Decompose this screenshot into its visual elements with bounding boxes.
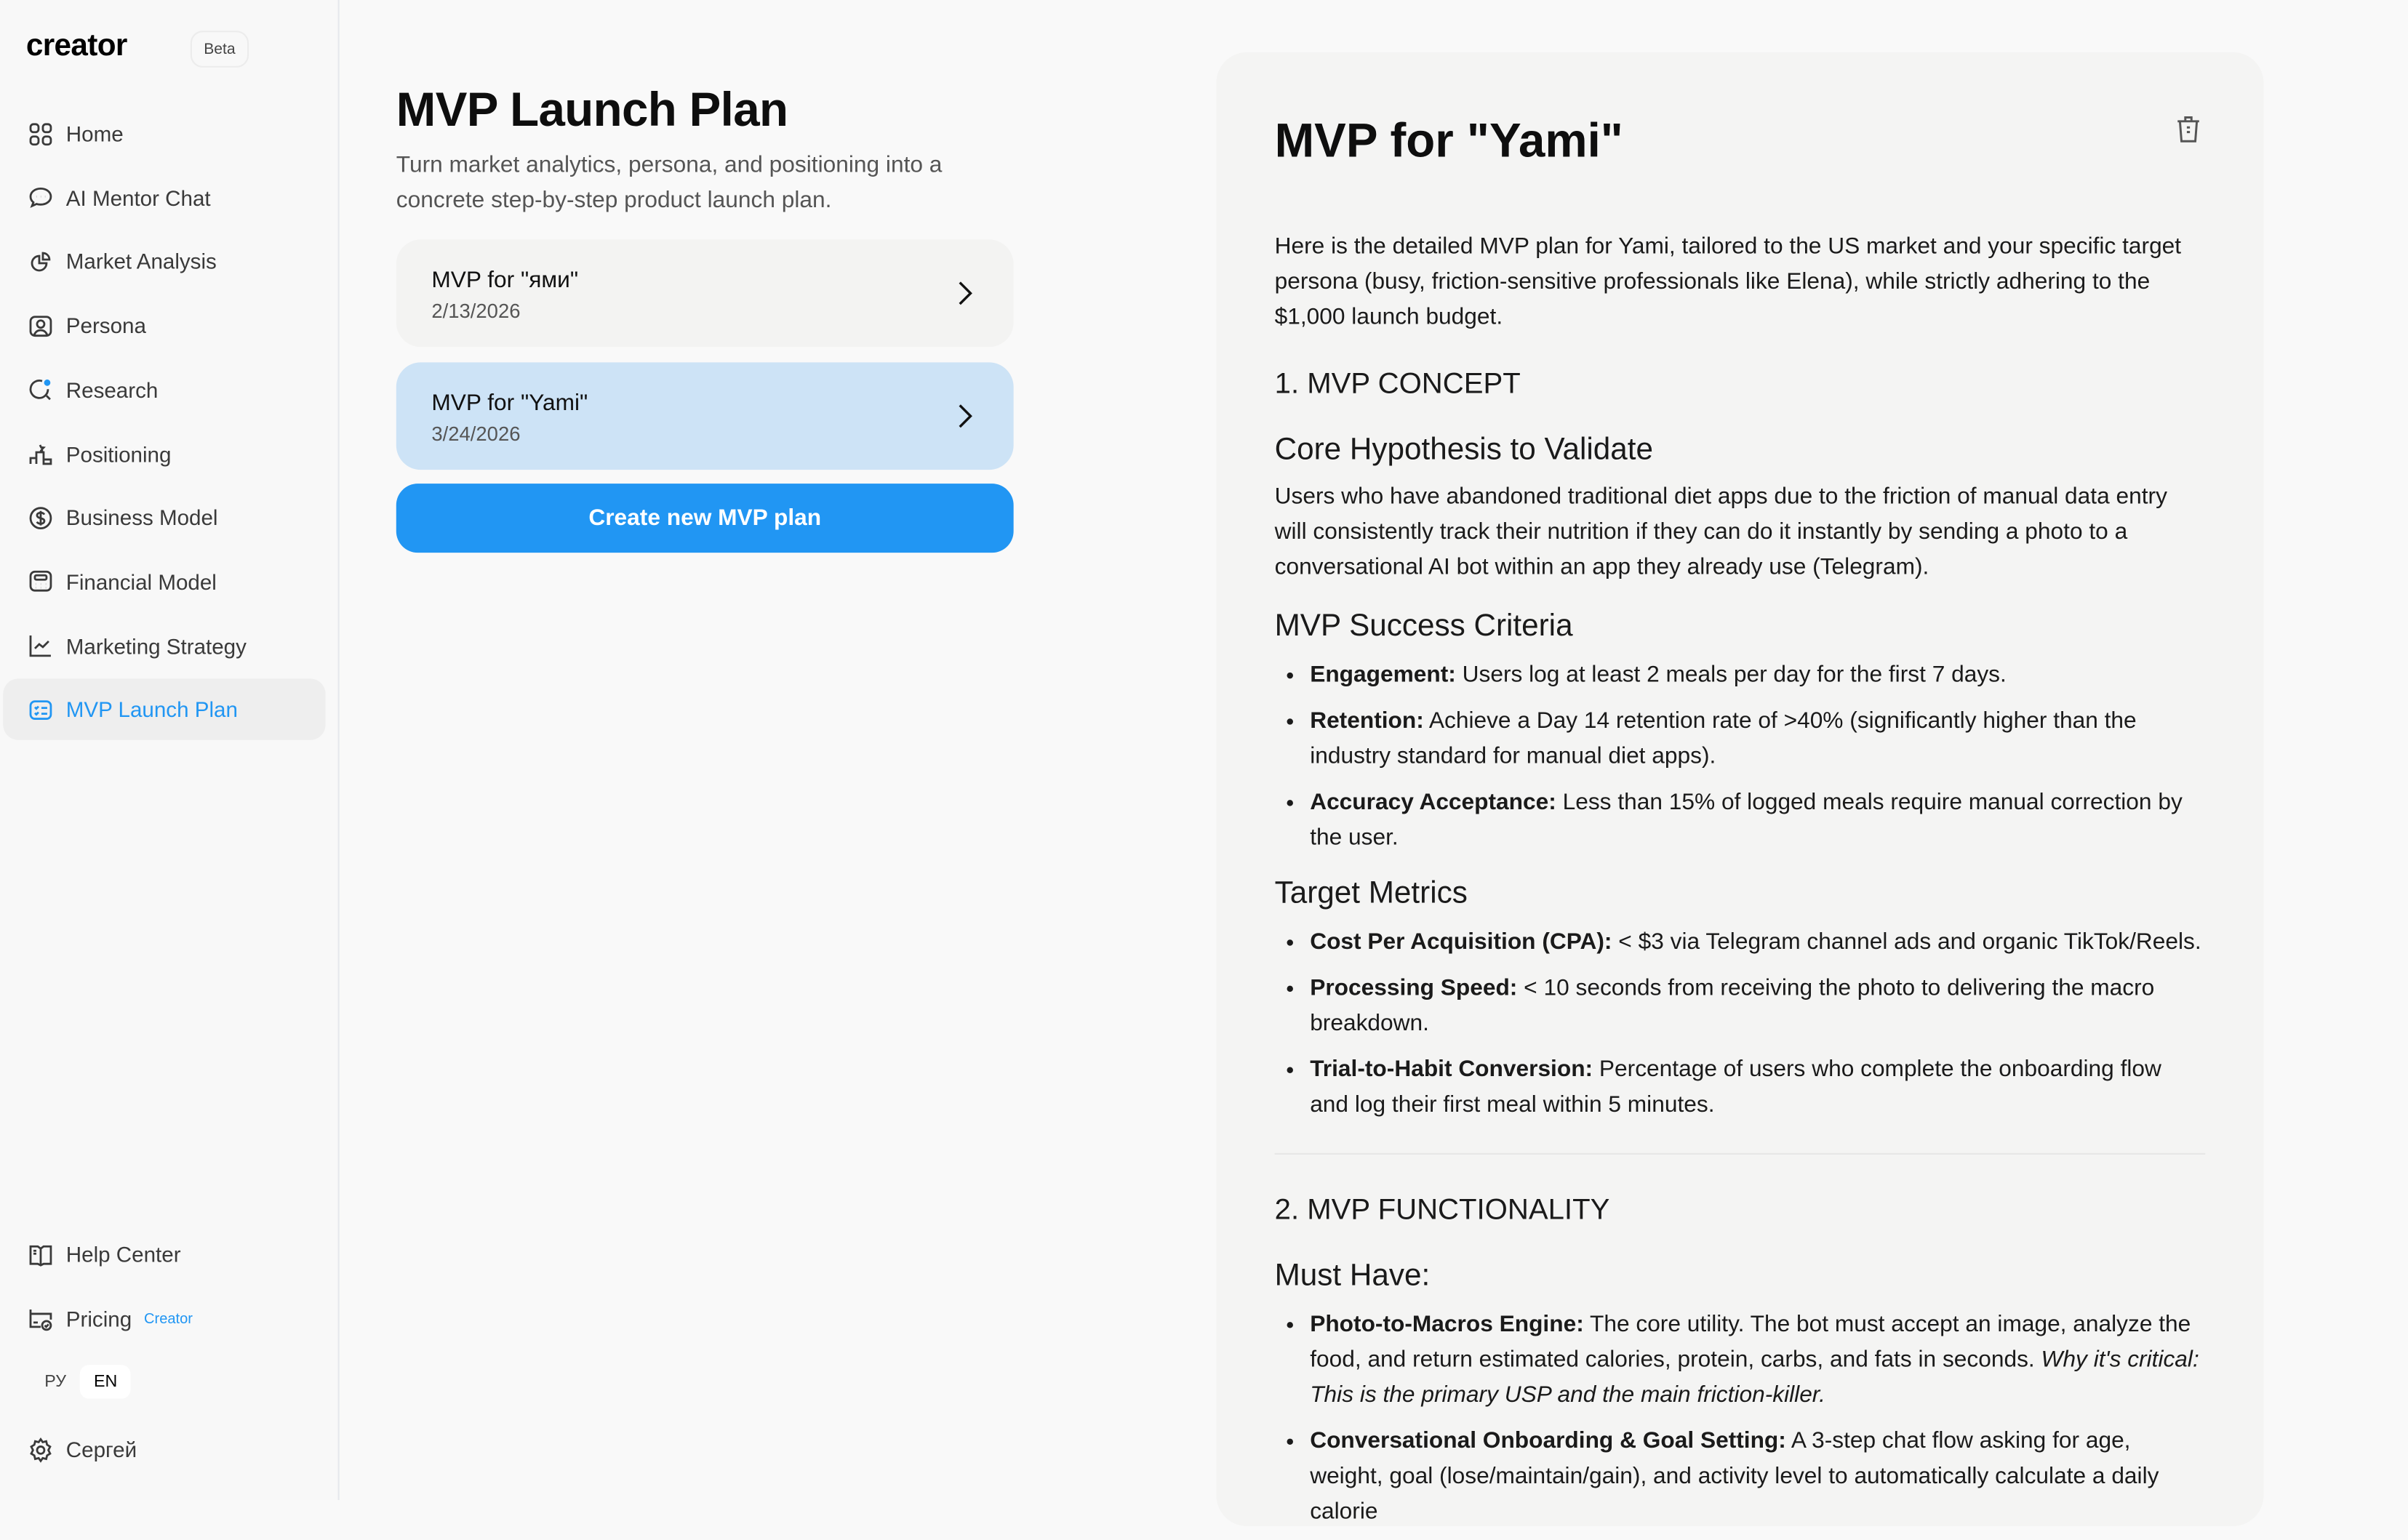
list-item bbox=[1310, 1307, 2205, 1413]
sidebar-item-persona[interactable] bbox=[3, 295, 325, 356]
list-item bbox=[1310, 657, 2205, 693]
plan-detail-title: MVP for "Yami" bbox=[1274, 113, 1623, 168]
plan-card[interactable] bbox=[396, 239, 1014, 347]
lang-ru[interactable]: РУ bbox=[44, 1372, 66, 1392]
item-note: Why it's critical: This is the primary USP and the main friction-killer. bbox=[1310, 1346, 2199, 1408]
item-label: Processing Speed: bbox=[1310, 974, 1518, 1001]
sidebar-item-ai-mentor-chat[interactable] bbox=[3, 167, 325, 228]
item-text: < $3 via Telegram channel ads and organic TikTok/Reels. bbox=[1612, 929, 2201, 955]
lang-en[interactable]: EN bbox=[80, 1365, 131, 1398]
list-item bbox=[1310, 785, 2205, 855]
list-item bbox=[1310, 703, 2205, 774]
item-text: Users log at least 2 meals per day for the first 7 days. bbox=[1455, 662, 2007, 688]
plan-detail-panel bbox=[1216, 52, 2263, 1526]
chat-icon bbox=[26, 184, 54, 212]
help-center-label: Help Center bbox=[65, 1242, 181, 1267]
plan-card-selected[interactable] bbox=[396, 362, 1014, 470]
trash-icon[interactable] bbox=[2172, 112, 2205, 145]
item-label: Retention: bbox=[1310, 707, 1424, 734]
list-item bbox=[1310, 924, 2205, 960]
item-text: A 3-step chat flow asking for age, weight, goal (lose/maintain/gain), and activity level to automatically calculate a daily calorie bbox=[1310, 1427, 2159, 1525]
sidebar-item-label: AI Mentor Chat bbox=[65, 185, 211, 210]
item-label: Cost Per Acquisition (CPA): bbox=[1310, 929, 1612, 955]
dollar-icon bbox=[26, 504, 54, 532]
pricing-label: Pricing bbox=[65, 1306, 132, 1331]
podium-icon bbox=[26, 440, 54, 468]
sidebar-item-home[interactable] bbox=[3, 103, 325, 164]
user-icon bbox=[26, 312, 54, 340]
sidebar-item-label: MVP Launch Plan bbox=[65, 697, 238, 723]
item-text: Percentage of users who complete the onboarding flow and log their first meal within 5 minutes. bbox=[1310, 1056, 2161, 1118]
plan-tag: Creator bbox=[144, 1310, 193, 1328]
item-text: Achieve a Day 14 retention rate of >40% (significantly higher than the industry standard for manual diet apps). bbox=[1310, 707, 2137, 769]
plan-title: MVP for "Yami" bbox=[431, 390, 588, 417]
item-label: Conversational Onboarding & Goal Setting: bbox=[1310, 1427, 1786, 1454]
target-metrics-list bbox=[1275, 924, 2206, 1122]
section-heading: 1. MVP CONCEPT bbox=[1274, 368, 1521, 401]
sidebar-item-mvp-launch-plan[interactable] bbox=[3, 679, 325, 740]
chevron-right-icon bbox=[955, 278, 973, 308]
sidebar-item-label: Positioning bbox=[65, 441, 172, 466]
sidebar-item-market-analysis[interactable] bbox=[3, 231, 325, 292]
sidebar-item-pricing[interactable] bbox=[3, 1288, 325, 1349]
page-title: MVP Launch Plan bbox=[396, 83, 788, 137]
sidebar-item-label: Marketing Strategy bbox=[65, 633, 247, 659]
sidebar-item-label: Market Analysis bbox=[65, 249, 217, 274]
chevron-right-icon bbox=[955, 401, 973, 431]
create-mvp-plan-button[interactable]: Create new MVP plan bbox=[396, 484, 1014, 553]
pie-chart-icon bbox=[26, 248, 54, 276]
item-label: Accuracy Acceptance: bbox=[1310, 789, 1556, 816]
language-switcher bbox=[31, 1365, 131, 1398]
item-label: Engagement: bbox=[1310, 662, 1456, 688]
list-item bbox=[1310, 1423, 2205, 1529]
sidebar-item-user-settings[interactable] bbox=[3, 1419, 325, 1480]
gear-icon bbox=[26, 1435, 54, 1463]
research-icon bbox=[26, 376, 54, 404]
subsection-heading: Core Hypothesis to Validate bbox=[1274, 433, 1654, 467]
sidebar bbox=[0, 0, 340, 1500]
beta-badge: Beta bbox=[191, 31, 249, 68]
subsection-heading: MVP Success Criteria bbox=[1274, 609, 1573, 643]
sidebar-item-help-center[interactable] bbox=[3, 1224, 325, 1285]
success-criteria-list bbox=[1275, 657, 2206, 855]
hypothesis-paragraph: Users who have abandoned traditional diet apps due to the friction of manual data entry will consistently track their nutrition if they can do it instantly by sending a photo to a conversational AI bot within an app they already use (Telegram). bbox=[1274, 484, 2167, 581]
plan-date: 3/24/2026 bbox=[431, 422, 521, 446]
sidebar-item-business-model[interactable] bbox=[3, 487, 325, 548]
sidebar-item-positioning[interactable] bbox=[3, 423, 325, 484]
plan-date: 2/13/2026 bbox=[431, 299, 521, 323]
book-icon bbox=[26, 1240, 54, 1268]
item-text: Less than 15% of logged meals require manual correction by the user. bbox=[1310, 789, 2183, 851]
page-subtitle: Turn market analytics, persona, and positioning into a concrete step-by-step product launch plan. bbox=[396, 152, 943, 214]
user-name: Сергей bbox=[65, 1437, 137, 1462]
sidebar-item-research[interactable] bbox=[3, 359, 325, 420]
subsection-heading: Target Metrics bbox=[1274, 876, 1468, 911]
list-item bbox=[1310, 971, 2205, 1041]
grid-icon bbox=[26, 120, 54, 148]
plan-title: MVP for "ями" bbox=[431, 267, 579, 294]
sidebar-item-label: Business Model bbox=[65, 505, 218, 530]
intro-paragraph: Here is the detailed MVP plan for Yami, tailored to the US market and your specific target persona (busy, friction-sensitive professionals like Elena), while strictly adhering to the $1,000 launch budget. bbox=[1274, 233, 2182, 330]
sidebar-item-financial-model[interactable] bbox=[3, 551, 325, 612]
item-label: Trial-to-Habit Conversion: bbox=[1310, 1056, 1593, 1083]
checklist-icon bbox=[26, 696, 54, 723]
sidebar-item-label: Research bbox=[65, 377, 159, 402]
item-label: Photo-to-Macros Engine: bbox=[1310, 1311, 1584, 1338]
calculator-icon bbox=[26, 568, 54, 595]
item-text: The core utility. The bot must accept an image, analyze the food, and return estimated calories, protein, carbs, and fats in seconds. bbox=[1310, 1311, 2191, 1373]
plan-content bbox=[1275, 229, 2206, 1540]
sidebar-item-marketing-strategy[interactable] bbox=[3, 615, 325, 676]
chart-line-icon bbox=[26, 632, 54, 659]
section-heading: 2. MVP FUNCTIONALITY bbox=[1274, 1194, 1610, 1227]
list-item bbox=[1310, 1051, 2205, 1122]
logo: creator bbox=[25, 29, 127, 63]
item-text: < 10 seconds from receiving the photo to delivering the macro breakdown. bbox=[1310, 974, 2155, 1037]
sidebar-item-label: Home bbox=[65, 121, 124, 146]
sidebar-item-label: Persona bbox=[65, 313, 146, 338]
subsection-heading: Must Have: bbox=[1274, 1259, 1431, 1293]
must-have-list bbox=[1275, 1307, 2206, 1529]
divider bbox=[1275, 1153, 2206, 1155]
billing-icon bbox=[26, 1305, 54, 1333]
sidebar-item-label: Financial Model bbox=[65, 569, 217, 594]
